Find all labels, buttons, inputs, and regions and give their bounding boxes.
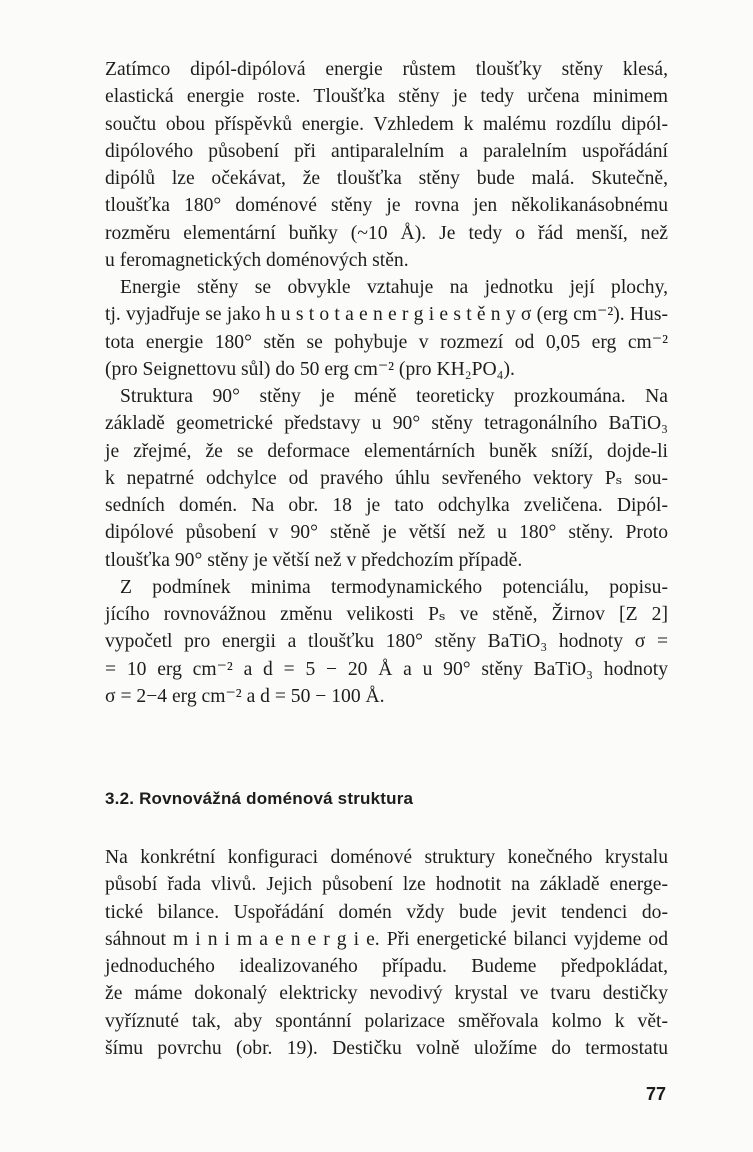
text-line: dipólového působení při antiparalelním a paralelním uspořádání — [105, 140, 668, 162]
text-line: elastická energie roste. Tloušťka stěny je tedy určena minimem — [105, 86, 668, 108]
text-line: dipólů lze očekávat, že tloušťka stěny bude malá. Skutečně, — [105, 168, 668, 189]
text-line: tické bilance. Uspořádání domén vždy bude jevit tendenci do- — [105, 901, 668, 923]
text-line: základě geometrické představy u 90° stěny tetragonálního BaTiO₃ — [105, 413, 668, 435]
text-line: sáhnout m i n i m a e n e r g i e. Při energetické bilanci vyjdeme od — [105, 928, 668, 950]
text-line: tota energie 180° stěn se pohybuje v rozmezí od 0,05 erg cm⁻² — [105, 331, 668, 353]
text-line: tj. vyjadřuje se jako h u s t o t a e n e r g i e s t ě n y σ (erg cm⁻²). Hus- — [105, 304, 668, 326]
text-line: σ = 2−4 erg cm⁻² a d = 50 − 100 Å. — [105, 685, 385, 707]
text-line: Struktura 90° stěny je méně teoreticky prozkoumána. Na — [120, 386, 668, 407]
text-line: k nepatrné odchylce od pravého úhlu sevřeného vektory Pₛ sou- — [105, 467, 668, 489]
body-text-bottom — [105, 844, 668, 1062]
text-line: = 10 erg cm⁻² a d = 5 − 20 Å a u 90° stěny BaTiO₃ hodnoty — [105, 658, 668, 680]
section-heading: 3.2. Rovnovážná doménová struktura — [105, 789, 414, 808]
text-line: (pro Seignettovu sůl) do 50 erg cm⁻² (pro KH₂PO₄). — [105, 358, 515, 380]
text-line: sedních domén. Na obr. 18 je tato odchylka zveličena. Dipól- — [105, 495, 668, 516]
text-line: vypočetl pro energii a tloušťku 180° stěny BaTiO₃ hodnoty σ = — [105, 631, 668, 653]
text-line: Zatímco dipól-dipólová energie růstem tloušťky stěny klesá, — [105, 59, 668, 80]
text-line: jednoduchého idealizovaného případu. Budeme předpokládat, — [105, 956, 668, 977]
text-line: je zřejmé, že se deformace elementárních buněk sníží, dojde-li — [105, 440, 668, 462]
page-number: 77 — [646, 1084, 667, 1104]
text-line: Na konkrétní konfiguraci doménové struktury konečného krystalu — [105, 847, 668, 868]
text-line: jícího rovnovážnou změnu velikosti Pₛ ve stěně, Žirnov [Z 2] — [105, 604, 668, 625]
text-line: šímu povrchu (obr. 19). Destičku volně uložíme do termostatu — [105, 1037, 668, 1059]
text-line: dipólové působení v 90° stěně je větší než u 180° stěny. Proto — [105, 522, 668, 544]
text-line: Z podmínek minima termodynamického potenciálu, popisu- — [120, 576, 668, 598]
text-line: rozměru elementární buňky (~10 Å). Je tedy o řád menší, než — [105, 222, 668, 244]
text-line: u feromagnetických doménových stěn. — [105, 249, 409, 271]
text-line: tloušťka 180° doménové stěny je rovna jen několikanásobnému — [105, 195, 668, 217]
text-line: tloušťka 90° stěny je větší než v předchozím případě. — [105, 549, 523, 571]
text-line: Energie stěny se obvykle vztahuje na jednotku její plochy, — [120, 277, 668, 298]
body-text-top — [105, 56, 668, 710]
text-line: působí řada vlivů. Jejich působení lze hodnotit na základě energe- — [105, 874, 668, 896]
text-line: součtu obou příspěvků energie. Vzhledem k malému rozdílu dipól- — [105, 113, 668, 135]
text-line: že máme dokonalý elektricky nevodivý krystal ve tvaru destičky — [105, 983, 668, 1005]
text-line: vyříznuté tak, aby spontánní polarizace směřovala kolmo k vět- — [105, 1010, 668, 1032]
